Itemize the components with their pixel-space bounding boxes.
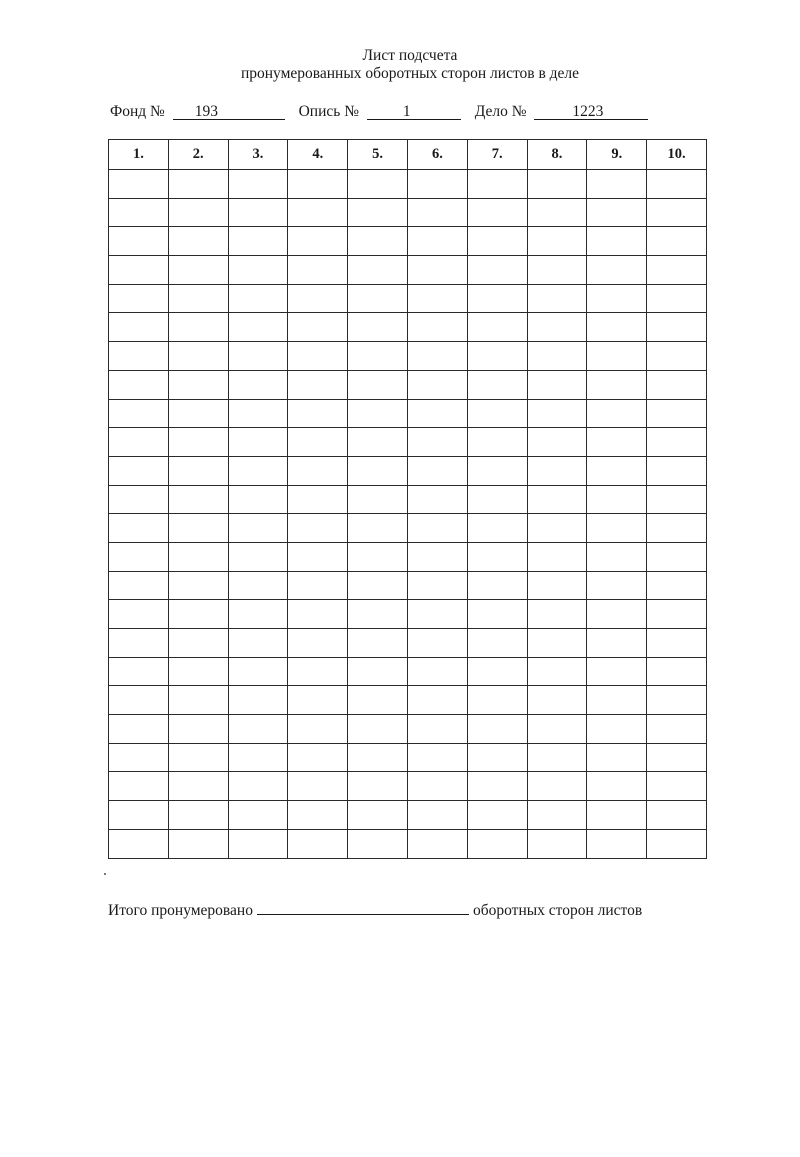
table-cell xyxy=(228,829,288,858)
table-cell xyxy=(467,256,527,285)
document-title-line-2: пронумерованных оборотных сторон листов в деле xyxy=(240,65,580,82)
table-cell xyxy=(647,571,707,600)
table-cell xyxy=(348,227,408,256)
table-cell xyxy=(407,801,467,830)
table-cell xyxy=(288,571,348,600)
table-cell xyxy=(647,743,707,772)
table-cell xyxy=(168,629,228,658)
total-prefix: Итого пронумеровано xyxy=(108,902,253,919)
table-cell xyxy=(407,227,467,256)
table-cell xyxy=(168,715,228,744)
table-cell xyxy=(109,227,169,256)
table-cell xyxy=(467,715,527,744)
table-cell xyxy=(348,313,408,342)
table-cell xyxy=(109,829,169,858)
table-cell xyxy=(467,571,527,600)
table-cell xyxy=(109,600,169,629)
table-cell xyxy=(228,227,288,256)
table-cell xyxy=(527,428,587,457)
table-cell xyxy=(168,485,228,514)
table-row xyxy=(109,829,707,858)
table-cell xyxy=(228,542,288,571)
table-cell xyxy=(467,657,527,686)
table-cell xyxy=(647,227,707,256)
column-header: 5. xyxy=(348,140,408,170)
table-cell xyxy=(109,571,169,600)
table-row xyxy=(109,600,707,629)
table-cell xyxy=(467,829,527,858)
table-cell xyxy=(647,715,707,744)
table-cell xyxy=(109,284,169,313)
table-cell xyxy=(168,198,228,227)
opis-value-underline xyxy=(367,104,461,120)
table-cell xyxy=(407,829,467,858)
table-cell xyxy=(109,657,169,686)
table-cell xyxy=(288,829,348,858)
table-cell xyxy=(587,370,647,399)
opis-value: 1 xyxy=(402,103,411,120)
table-cell xyxy=(527,772,587,801)
table-cell xyxy=(228,428,288,457)
table-cell xyxy=(527,600,587,629)
table-cell xyxy=(348,399,408,428)
table-cell xyxy=(587,715,647,744)
table-cell xyxy=(467,514,527,543)
table-cell xyxy=(348,256,408,285)
table-cell xyxy=(288,801,348,830)
table-cell xyxy=(348,657,408,686)
table-cell xyxy=(168,313,228,342)
fond-label: Фонд № xyxy=(110,103,165,120)
delo-field xyxy=(475,103,649,121)
table-cell xyxy=(527,342,587,371)
table-cell xyxy=(168,571,228,600)
column-header: 8. xyxy=(527,140,587,170)
table-cell xyxy=(109,542,169,571)
table-cell xyxy=(348,801,408,830)
header-row xyxy=(109,140,707,170)
table-cell xyxy=(348,829,408,858)
table-cell xyxy=(587,829,647,858)
table-cell xyxy=(109,170,169,199)
table-cell xyxy=(348,485,408,514)
table-cell xyxy=(168,801,228,830)
table-cell xyxy=(647,284,707,313)
table-cell xyxy=(407,772,467,801)
table-cell xyxy=(288,715,348,744)
table-cell xyxy=(168,227,228,256)
table-row xyxy=(109,629,707,658)
table-cell xyxy=(109,399,169,428)
table-cell xyxy=(109,428,169,457)
table-cell xyxy=(407,399,467,428)
table-cell xyxy=(168,743,228,772)
document-title-line-1: Лист подсчета xyxy=(362,47,458,64)
table-cell xyxy=(647,170,707,199)
table-cell xyxy=(288,657,348,686)
count-table xyxy=(108,139,707,859)
table-cell xyxy=(647,428,707,457)
table-cell xyxy=(348,284,408,313)
opis-label: Опись № xyxy=(298,103,359,120)
column-header: 7. xyxy=(467,140,527,170)
archive-reference-line xyxy=(110,103,648,121)
table-cell xyxy=(587,284,647,313)
table-cell xyxy=(407,456,467,485)
table-cell xyxy=(288,284,348,313)
table-cell xyxy=(587,571,647,600)
delo-value: 1223 xyxy=(572,103,604,120)
table-cell xyxy=(647,686,707,715)
table-cell xyxy=(407,198,467,227)
table-cell xyxy=(407,284,467,313)
table-cell xyxy=(587,428,647,457)
table-cell xyxy=(228,801,288,830)
table-row xyxy=(109,342,707,371)
delo-label: Дело № xyxy=(474,103,527,120)
table-row xyxy=(109,227,707,256)
table-cell xyxy=(407,743,467,772)
table-cell xyxy=(168,256,228,285)
table-cell xyxy=(527,542,587,571)
table-cell xyxy=(527,686,587,715)
table-cell xyxy=(647,514,707,543)
table-cell xyxy=(587,256,647,285)
table-cell xyxy=(647,657,707,686)
table-cell xyxy=(407,571,467,600)
table-cell xyxy=(288,342,348,371)
table-cell xyxy=(587,629,647,658)
table-row xyxy=(109,772,707,801)
table-cell xyxy=(168,829,228,858)
table-cell xyxy=(288,456,348,485)
table-row xyxy=(109,571,707,600)
table-cell xyxy=(527,370,587,399)
table-row xyxy=(109,399,707,428)
table-cell xyxy=(348,629,408,658)
table-cell xyxy=(467,801,527,830)
table-cell xyxy=(647,342,707,371)
fond-field xyxy=(110,103,285,121)
table-cell xyxy=(527,227,587,256)
table-cell xyxy=(288,227,348,256)
table-row xyxy=(109,370,707,399)
table-cell xyxy=(228,657,288,686)
table-cell xyxy=(288,542,348,571)
table-cell xyxy=(109,456,169,485)
table-row xyxy=(109,256,707,285)
table-cell xyxy=(587,542,647,571)
table-cell xyxy=(288,485,348,514)
table-cell xyxy=(109,686,169,715)
table-cell xyxy=(348,456,408,485)
fond-value: 193 xyxy=(194,103,218,120)
table-cell xyxy=(467,342,527,371)
table-cell xyxy=(168,514,228,543)
table-cell xyxy=(109,198,169,227)
table-cell xyxy=(587,485,647,514)
table-cell xyxy=(228,772,288,801)
table-cell xyxy=(348,571,408,600)
table-row xyxy=(109,542,707,571)
table-body xyxy=(109,170,707,859)
table-cell xyxy=(467,227,527,256)
table-cell xyxy=(647,198,707,227)
table-row xyxy=(109,170,707,199)
table-cell xyxy=(527,829,587,858)
table-cell xyxy=(527,801,587,830)
table-cell xyxy=(647,801,707,830)
table-cell xyxy=(348,772,408,801)
table-cell xyxy=(288,629,348,658)
table-cell xyxy=(288,256,348,285)
table-cell xyxy=(348,370,408,399)
table-cell xyxy=(587,227,647,256)
table-row xyxy=(109,801,707,830)
table-cell xyxy=(228,715,288,744)
table-cell xyxy=(348,715,408,744)
table-cell xyxy=(348,600,408,629)
column-header: 1. xyxy=(109,140,169,170)
table-cell xyxy=(527,571,587,600)
table-cell xyxy=(407,485,467,514)
total-blank-underline xyxy=(257,900,469,915)
table-cell xyxy=(527,399,587,428)
table-cell xyxy=(587,657,647,686)
column-header: 2. xyxy=(168,140,228,170)
fond-value-underline xyxy=(173,104,285,120)
table-cell xyxy=(168,428,228,457)
table-cell xyxy=(288,743,348,772)
table-cell xyxy=(407,342,467,371)
delo-value-underline xyxy=(534,104,648,120)
table-cell xyxy=(527,514,587,543)
table-cell xyxy=(228,256,288,285)
table-cell xyxy=(109,514,169,543)
table-cell xyxy=(168,370,228,399)
table-cell xyxy=(527,715,587,744)
table-cell xyxy=(407,657,467,686)
table-cell xyxy=(467,456,527,485)
table-cell xyxy=(587,170,647,199)
table-cell xyxy=(527,198,587,227)
table-cell xyxy=(647,829,707,858)
table-cell xyxy=(467,485,527,514)
table-cell xyxy=(109,370,169,399)
table-cell xyxy=(228,600,288,629)
column-header: 3. xyxy=(228,140,288,170)
table-cell xyxy=(109,313,169,342)
table-cell xyxy=(407,313,467,342)
table-cell xyxy=(407,542,467,571)
table-cell xyxy=(587,686,647,715)
table-cell xyxy=(168,600,228,629)
table-cell xyxy=(288,399,348,428)
scan-speck xyxy=(104,873,106,875)
table-cell xyxy=(168,342,228,371)
table-cell xyxy=(407,428,467,457)
table-cell xyxy=(228,370,288,399)
table-cell xyxy=(288,686,348,715)
total-line xyxy=(108,900,642,920)
table-cell xyxy=(228,313,288,342)
table-cell xyxy=(288,600,348,629)
table-cell xyxy=(647,399,707,428)
table-cell xyxy=(407,370,467,399)
column-header: 6. xyxy=(407,140,467,170)
table-cell xyxy=(587,514,647,543)
table-cell xyxy=(109,256,169,285)
table-cell xyxy=(407,514,467,543)
table-row xyxy=(109,686,707,715)
table-cell xyxy=(407,715,467,744)
table-cell xyxy=(228,571,288,600)
opis-field xyxy=(299,103,461,121)
table-row xyxy=(109,284,707,313)
table-cell xyxy=(527,743,587,772)
table-cell xyxy=(348,428,408,457)
table-cell xyxy=(527,256,587,285)
column-header: 10. xyxy=(647,140,707,170)
table-cell xyxy=(109,629,169,658)
table-row xyxy=(109,715,707,744)
table-cell xyxy=(527,629,587,658)
table-cell xyxy=(587,600,647,629)
table-cell xyxy=(288,514,348,543)
table-cell xyxy=(228,198,288,227)
table-cell xyxy=(228,743,288,772)
table-cell xyxy=(647,600,707,629)
table-row xyxy=(109,313,707,342)
table-row xyxy=(109,456,707,485)
table-cell xyxy=(109,715,169,744)
table-cell xyxy=(109,342,169,371)
table-cell xyxy=(467,629,527,658)
table-cell xyxy=(348,514,408,543)
table-cell xyxy=(228,686,288,715)
table-cell xyxy=(647,542,707,571)
table-cell xyxy=(467,370,527,399)
table-cell xyxy=(168,772,228,801)
table-cell xyxy=(647,456,707,485)
table-cell xyxy=(288,170,348,199)
table-cell xyxy=(527,313,587,342)
table-cell xyxy=(168,170,228,199)
table-cell xyxy=(587,801,647,830)
table-row xyxy=(109,198,707,227)
table-cell xyxy=(587,198,647,227)
table-cell xyxy=(587,456,647,485)
table-cell xyxy=(348,743,408,772)
table-cell xyxy=(348,342,408,371)
table-cell xyxy=(587,772,647,801)
table-cell xyxy=(109,743,169,772)
table-cell xyxy=(228,342,288,371)
table-row xyxy=(109,657,707,686)
table-cell xyxy=(168,399,228,428)
table-cell xyxy=(527,456,587,485)
table-cell xyxy=(168,284,228,313)
table-cell xyxy=(109,801,169,830)
table-cell xyxy=(168,542,228,571)
table-cell xyxy=(407,170,467,199)
table-cell xyxy=(467,428,527,457)
table-cell xyxy=(467,772,527,801)
table-cell xyxy=(288,198,348,227)
table-cell xyxy=(587,399,647,428)
table-cell xyxy=(288,428,348,457)
table-cell xyxy=(647,772,707,801)
table-cell xyxy=(288,313,348,342)
table-cell xyxy=(467,313,527,342)
table-cell xyxy=(587,313,647,342)
table-cell xyxy=(348,686,408,715)
table-cell xyxy=(109,772,169,801)
table-row xyxy=(109,743,707,772)
table-cell xyxy=(228,485,288,514)
column-header: 9. xyxy=(587,140,647,170)
table-cell xyxy=(348,542,408,571)
table-cell xyxy=(467,600,527,629)
table-cell xyxy=(647,256,707,285)
table-cell xyxy=(467,542,527,571)
table-cell xyxy=(407,256,467,285)
table-cell xyxy=(647,629,707,658)
table-row xyxy=(109,485,707,514)
table-cell xyxy=(467,399,527,428)
table-cell xyxy=(407,629,467,658)
table-row xyxy=(109,428,707,457)
table-cell xyxy=(228,399,288,428)
table-cell xyxy=(407,686,467,715)
table-cell xyxy=(348,170,408,199)
column-header: 4. xyxy=(288,140,348,170)
table-cell xyxy=(647,485,707,514)
table-cell xyxy=(228,514,288,543)
table-cell xyxy=(168,686,228,715)
table-cell xyxy=(407,600,467,629)
table-cell xyxy=(228,284,288,313)
table-cell xyxy=(467,284,527,313)
table-cell xyxy=(527,485,587,514)
table-cell xyxy=(168,456,228,485)
table-cell xyxy=(527,170,587,199)
table-row xyxy=(109,514,707,543)
table-cell xyxy=(228,456,288,485)
table-cell xyxy=(467,686,527,715)
table-cell xyxy=(647,370,707,399)
table-cell xyxy=(587,743,647,772)
table-cell xyxy=(109,485,169,514)
total-suffix: оборотных сторон листов xyxy=(472,902,643,919)
table-cell xyxy=(168,657,228,686)
table-cell xyxy=(467,743,527,772)
table-cell xyxy=(587,342,647,371)
table-cell xyxy=(348,198,408,227)
table-cell xyxy=(647,313,707,342)
table-cell xyxy=(288,370,348,399)
table-cell xyxy=(467,170,527,199)
table-cell xyxy=(288,772,348,801)
table-cell xyxy=(228,170,288,199)
table-cell xyxy=(467,198,527,227)
table-cell xyxy=(228,629,288,658)
table-cell xyxy=(527,284,587,313)
table-cell xyxy=(527,657,587,686)
